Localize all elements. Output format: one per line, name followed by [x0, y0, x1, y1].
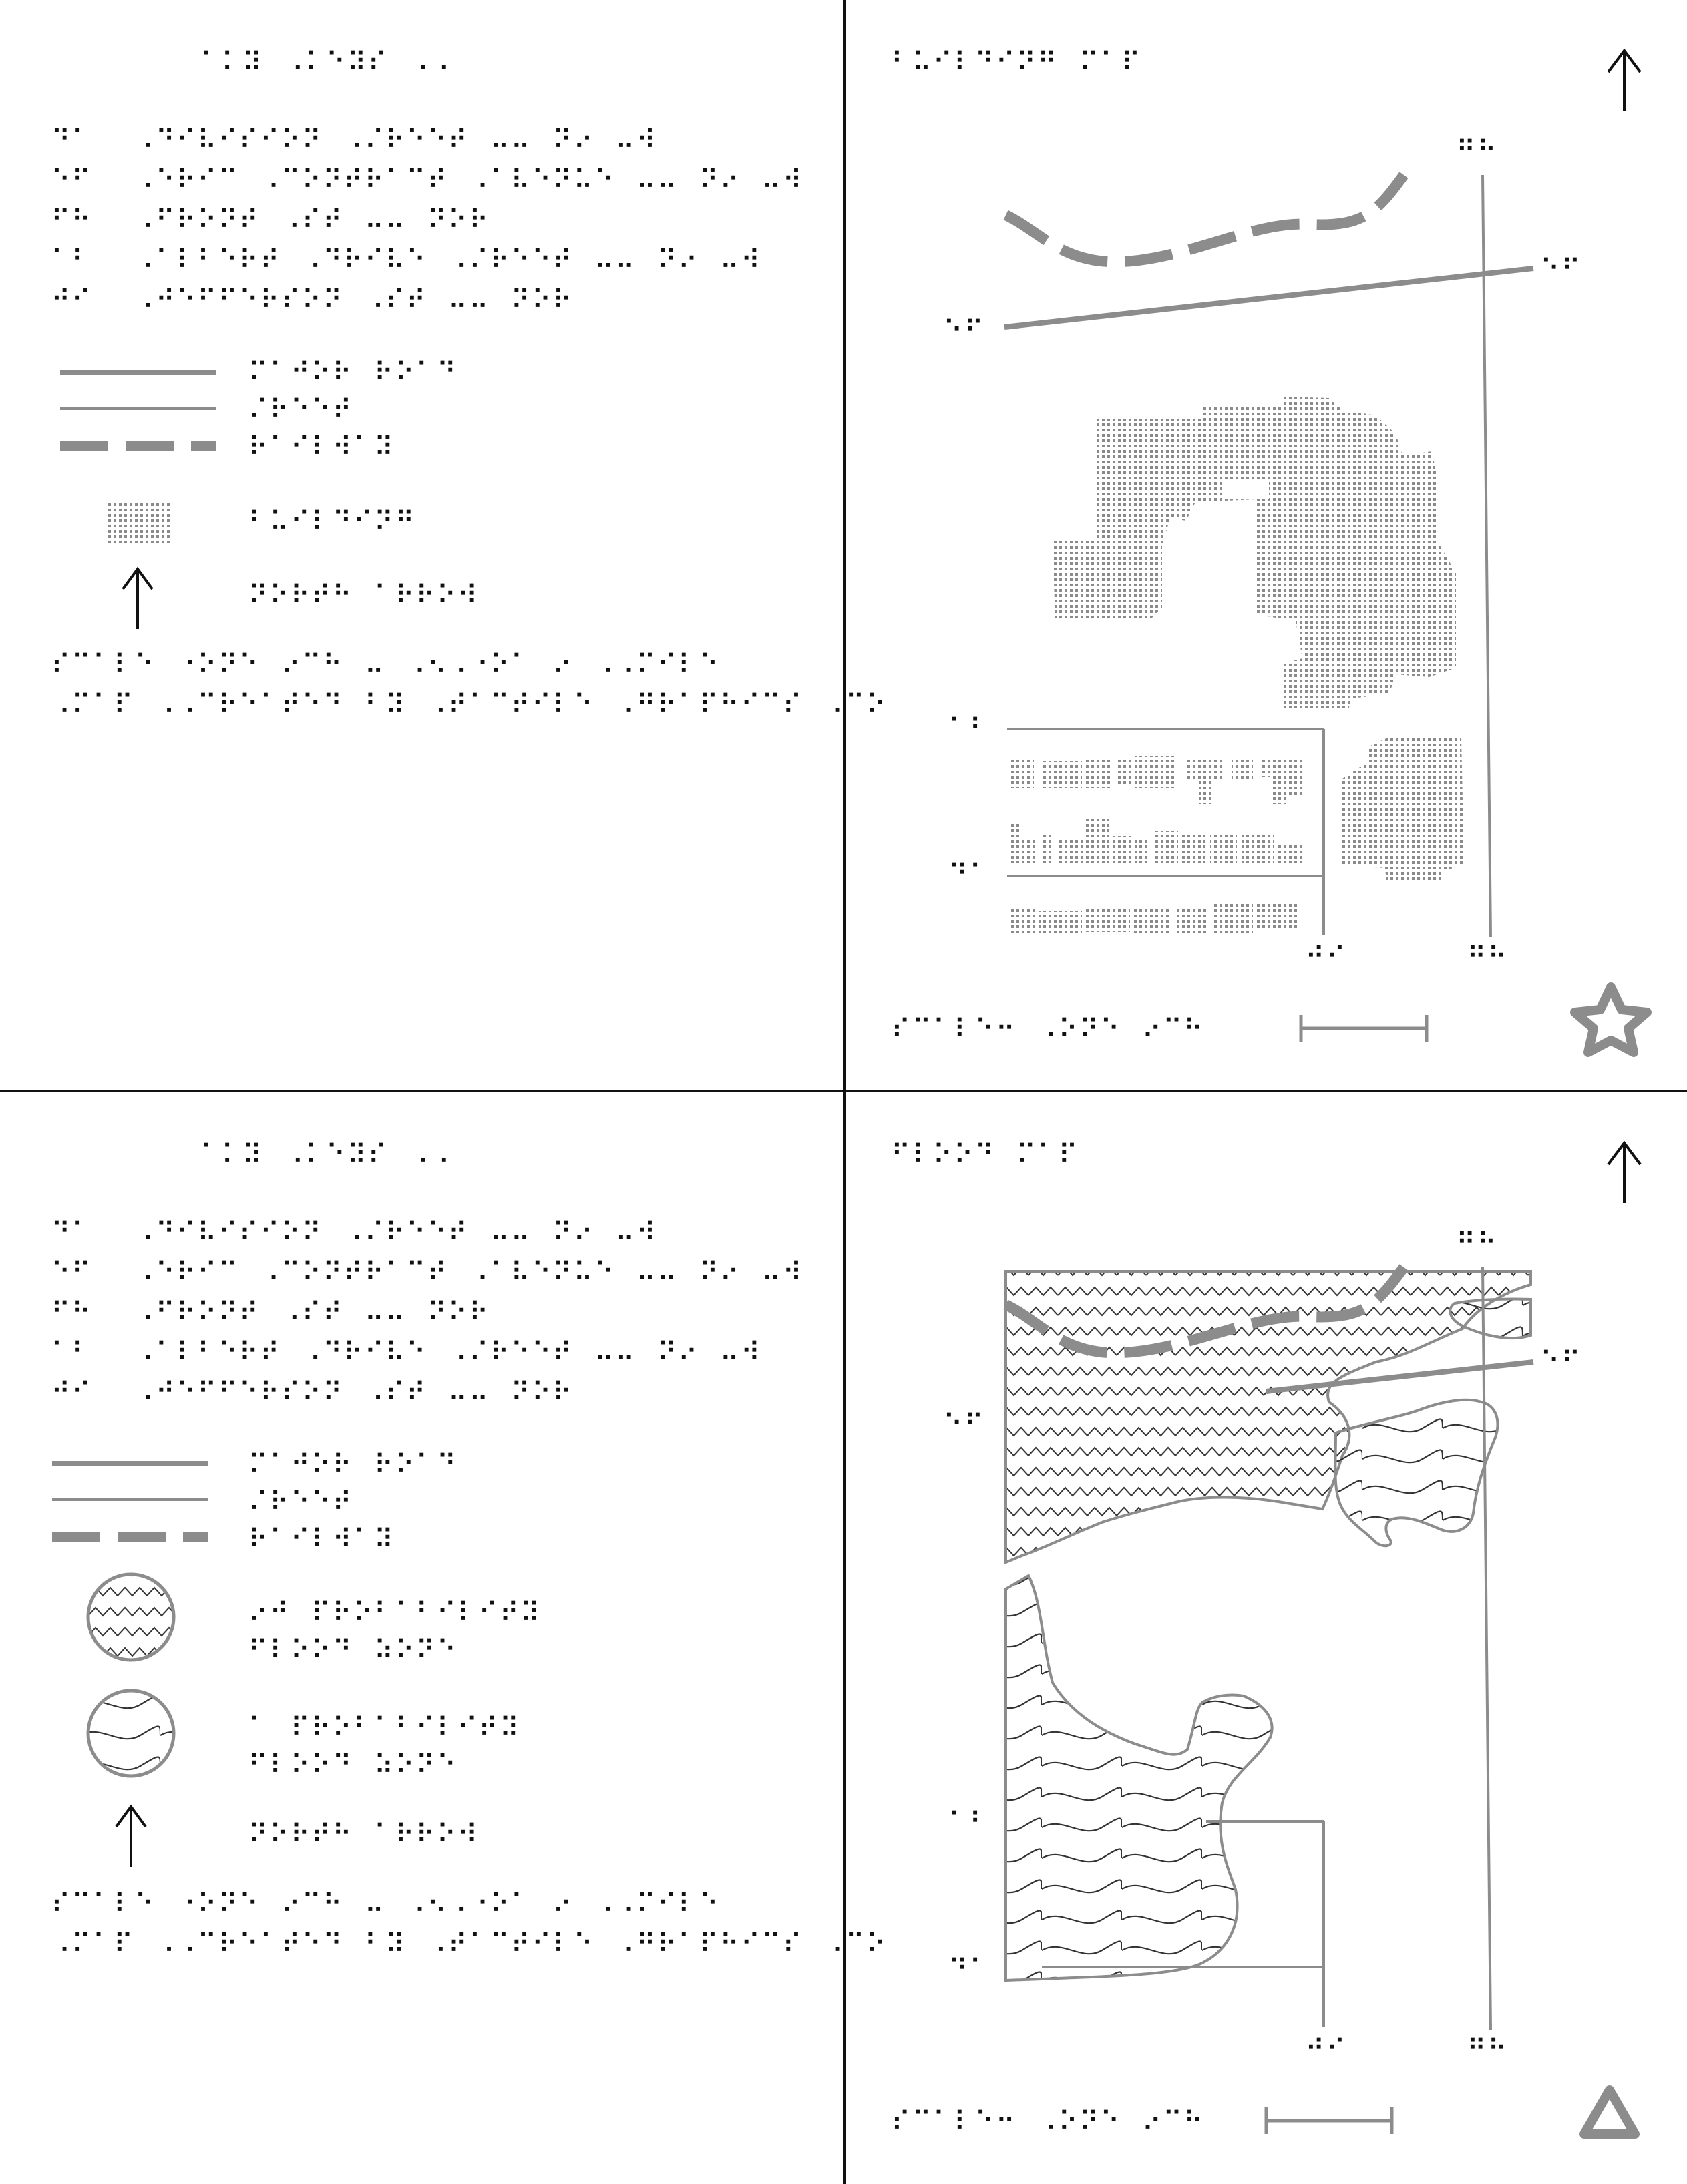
street-label-ji: ⠚⠊	[1305, 2034, 1347, 2065]
street-label-ef-left: ⠑⠋	[943, 1409, 985, 1440]
flood-legend-symbols	[52, 1464, 208, 1867]
footer-line: ⠎⠉⠁⠇⠑⠀⠐⠕⠝⠑⠀⠔⠉⠓⠀⠤⠀⠠⠢⠠⠐⠕⠁⠀⠔⠀⠠⠠⠍⠊⠇⠑	[51, 650, 720, 680]
key-row: ⠑⠋⠀⠀⠠⠑⠗⠊⠉⠀⠠⠉⠕⠝⠞⠗⠁⠉⠞⠀⠠⠁⠧⠑⠝⠥⠑⠀⠤⠤⠀⠝⠔⠀⠤⠺	[51, 165, 803, 196]
footer-line: ⠠⠍⠁⠏⠀⠠⠠⠉⠗⠑⠁⠞⠑⠙⠀⠃⠽⠀⠠⠞⠁⠉⠞⠊⠇⠑⠀⠠⠛⠗⠁⠏⠓⠊⠉⠎⠀⠠⠉⠕	[51, 690, 887, 720]
legend-500yr-zone-line2: ⠋⠇⠕⠕⠙⠀⠵⠕⠝⠑	[248, 1635, 457, 1666]
footer-line: ⠎⠉⠁⠇⠑⠀⠐⠕⠝⠑⠀⠔⠉⠓⠀⠤⠀⠠⠢⠠⠐⠕⠁⠀⠔⠀⠠⠠⠍⠊⠇⠑	[51, 1889, 720, 1920]
street-label-ef-left: ⠑⠋	[943, 316, 985, 347]
legend-railway-label: ⠗⠁⠊⠇⠺⠁⠽	[248, 432, 395, 463]
street-label-da: ⠙⠁	[948, 859, 990, 890]
compass-north-icon	[1608, 1143, 1640, 1203]
flood-map-title: ⠋⠇⠕⠕⠙⠀⠍⠁⠏	[891, 1140, 1079, 1170]
street-label-ef-right: ⠑⠋	[1540, 254, 1582, 285]
legend-100yr-zone-line1: ⠁⠀⠏⠗⠕⠃⠁⠃⠊⠇⠊⠞⠽	[248, 1713, 520, 1743]
north-arrow-icon	[123, 569, 152, 629]
legend-symbols	[60, 373, 216, 629]
legend-100yr-zone-line2: ⠋⠇⠕⠕⠙⠀⠵⠕⠝⠑	[248, 1750, 457, 1781]
street-label-ab: ⠁⠃	[948, 1807, 990, 1838]
zigzag-zone-icon	[85, 1573, 179, 1667]
key-row: ⠋⠓⠀⠀⠠⠋⠗⠕⠝⠞⠀⠠⠎⠞⠀⠤⠤⠀⠝⠕⠗	[51, 1297, 490, 1328]
compass-north-icon	[1608, 51, 1640, 111]
legend-title: ⠁⠅⠽⠀⠠⠅⠑⠽⠎⠀⠠⠠	[200, 1140, 451, 1170]
legend-street-label: ⠌⠗⠑⠑⠞	[248, 395, 353, 425]
legend-north-label: ⠝⠕⠗⠞⠓⠀⠁⠗⠗⠕⠺	[248, 580, 479, 611]
street-label-ef-right: ⠑⠋	[1540, 1347, 1582, 1377]
street-label-ji: ⠚⠊	[1305, 942, 1347, 973]
legend-street-label: ⠌⠗⠑⠑⠞	[248, 1487, 353, 1518]
legend-north-label: ⠝⠕⠗⠞⠓⠀⠁⠗⠗⠕⠺	[248, 1819, 479, 1850]
building-map-title: ⠃⠥⠊⠇⠙⠊⠝⠛⠀⠍⠁⠏	[891, 47, 1142, 78]
wave-zone-icon	[85, 1688, 179, 1781]
key-row: ⠚⠊⠀⠀⠠⠚⠑⠋⠋⠑⠗⠎⠕⠝⠀⠠⠎⠞⠀⠤⠤⠀⠝⠕⠗	[51, 285, 574, 316]
legend-railway-label: ⠗⠁⠊⠇⠺⠁⠽	[248, 1524, 395, 1555]
triangle-icon	[1584, 2090, 1635, 2134]
flood-map-graphics	[1006, 1143, 1640, 2134]
street-label-gh-bottom: ⠛⠓	[1467, 942, 1509, 973]
scale-bar	[1301, 1015, 1427, 1042]
key-row: ⠙⠁⠀⠀⠠⠙⠊⠧⠊⠎⠊⠕⠝⠀⠠⠌⠗⠑⠑⠞⠀⠤⠤⠀⠝⠔⠀⠤⠺	[51, 1217, 657, 1248]
north-arrow-icon	[116, 1807, 146, 1867]
street-label-gh-top: ⠛⠓	[1456, 1228, 1498, 1259]
scale-label: ⠎⠉⠁⠇⠑⠒⠀⠠⠕⠝⠑⠀⠔⠉⠓	[891, 2107, 1205, 2137]
key-row: ⠚⠊⠀⠀⠠⠚⠑⠋⠋⠑⠗⠎⠕⠝⠀⠠⠎⠞⠀⠤⠤⠀⠝⠕⠗	[51, 1377, 574, 1408]
street-label-ab: ⠁⠃	[948, 714, 990, 744]
star-icon	[1575, 987, 1647, 1052]
key-row: ⠙⠁⠀⠀⠠⠙⠊⠧⠊⠎⠊⠕⠝⠀⠠⠌⠗⠑⠑⠞⠀⠤⠤⠀⠝⠔⠀⠤⠺	[51, 125, 657, 156]
street-label-da: ⠙⠁	[948, 1954, 990, 1985]
key-row: ⠁⠃⠀⠀⠠⠁⠇⠃⠑⠗⠞⠀⠠⠙⠗⠊⠧⠑⠀⠠⠌⠗⠑⠑⠞⠀⠤⠤⠀⠝⠔⠀⠤⠺	[51, 1337, 762, 1368]
key-row: ⠑⠋⠀⠀⠠⠑⠗⠊⠉⠀⠠⠉⠕⠝⠞⠗⠁⠉⠞⠀⠠⠁⠧⠑⠝⠥⠑⠀⠤⠤⠀⠝⠔⠀⠤⠺	[51, 1257, 803, 1288]
footer-line: ⠠⠍⠁⠏⠀⠠⠠⠉⠗⠑⠁⠞⠑⠙⠀⠃⠽⠀⠠⠞⠁⠉⠞⠊⠇⠑⠀⠠⠛⠗⠁⠏⠓⠊⠉⠎⠀⠠⠉⠕	[51, 1929, 887, 1960]
street-label-gh-bottom: ⠛⠓	[1467, 2034, 1509, 2065]
scale-bar	[1266, 2107, 1392, 2134]
legend-building-label: ⠃⠥⠊⠇⠙⠊⠝⠛	[248, 507, 416, 537]
legend-500yr-zone-line1: ⠔⠚⠀⠏⠗⠕⠃⠁⠃⠊⠇⠊⠞⠽	[248, 1598, 542, 1628]
building-map-graphics	[1004, 51, 1647, 1052]
legend-title: ⠁⠅⠽⠀⠠⠅⠑⠽⠎⠀⠠⠠	[200, 47, 451, 78]
key-row: ⠁⠃⠀⠀⠠⠁⠇⠃⠑⠗⠞⠀⠠⠙⠗⠊⠧⠑⠀⠠⠌⠗⠑⠑⠞⠀⠤⠤⠀⠝⠔⠀⠤⠺	[51, 245, 762, 276]
scale-label: ⠎⠉⠁⠇⠑⠒⠀⠠⠕⠝⠑⠀⠔⠉⠓	[891, 1014, 1205, 1045]
street-label-gh-top: ⠛⠓	[1456, 136, 1498, 166]
legend-major-road-label: ⠍⠁⠚⠕⠗⠀⠗⠕⠁⠙	[248, 1450, 457, 1480]
key-row: ⠋⠓⠀⠀⠠⠋⠗⠕⠝⠞⠀⠠⠎⠞⠀⠤⠤⠀⠝⠕⠗	[51, 205, 490, 236]
legend-major-road-label: ⠍⠁⠚⠕⠗⠀⠗⠕⠁⠙	[248, 357, 457, 388]
